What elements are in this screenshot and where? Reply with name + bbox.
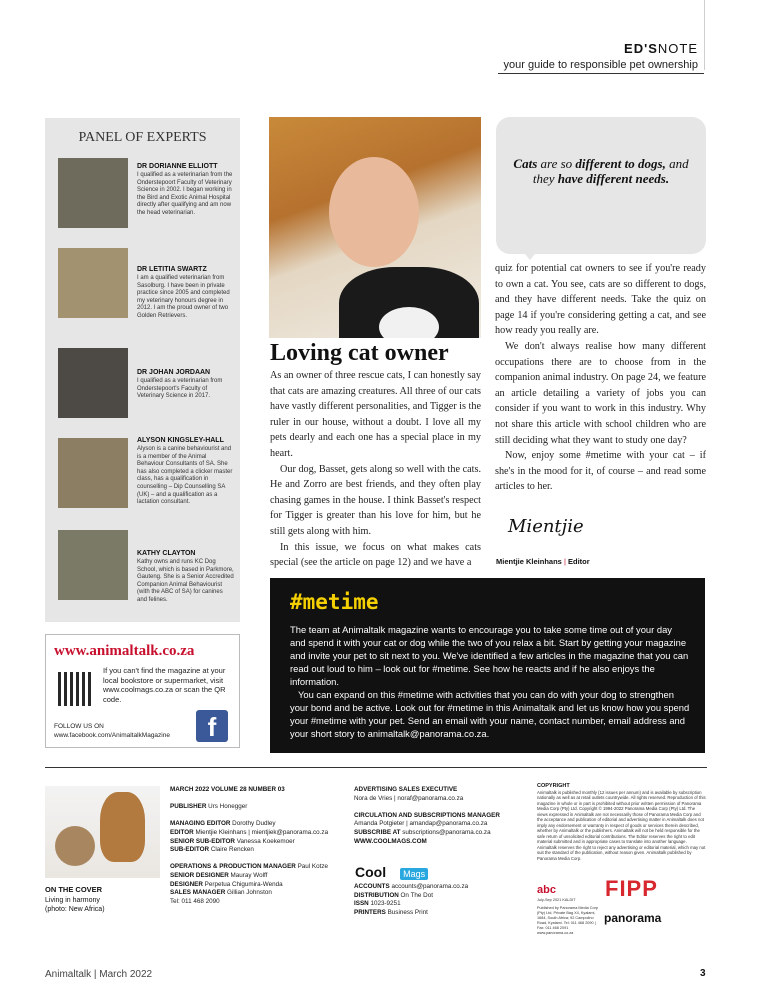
page-number: 3 xyxy=(700,968,706,979)
masthead-column-2: ADVERTISING SALES EXECUTIVE Nora de Vries | noraf@panorama.co.za CIRCULATION AND SUBSCRIPTIONS MANAGER Amanda Potgieter | amandap@panorama.co.za SUBSCRIBE AT subscriptions@panorama.co.za WWW.COOLMAGS.COM xyxy=(354,786,500,845)
copyright-block: COPYRIGHT Animaltalk is published monthly (12 issues per annum) and is available by subscription nationally as well as at retail outlets countrywide. All rights reserved. Reproduction of this magazine in whole or in part is prohibited without prior written permission of Panorama Media Corp (Pty) Ltd. Copyright © 1994-2022 Panorama Media Corp (Pty) Ltd. The views expressed in Animaltalk are not necessarily those of Panorama Media Corp and the acceptance and publication of editorial and advertising matter in Animaltalk does not imply any endorsement or warranty in respect of goods or services therein described, whether by Animaltalk or the publishers. Animaltalk will not be held responsible for the safe return of unsolicited editorial contributions. The Editor reserves the right to edit material submitted and in appropriate cases to translate into another language. Animaltalk reserves the right to reject any advertising or editorial material, which may not suit the standard of the publication, without reason given. Animaltalk published by Panorama Media Corp. xyxy=(537,783,706,861)
expert-bio: I qualified as a veterinarian from Onderstepoort's Faculty of Veterinary Science in 2017. xyxy=(137,378,223,400)
section-tagline: your guide to responsible pet ownership xyxy=(503,59,698,71)
expert-name: ALYSON KINGSLEY-HALL xyxy=(137,437,224,444)
expert-name: KATHY CLAYTON xyxy=(137,550,196,557)
panorama-logo: panorama xyxy=(604,911,662,925)
footer-rule xyxy=(45,767,707,768)
panel-title: PANEL OF EXPERTS xyxy=(78,130,207,145)
expert-bio: I qualified as a veterinarian from the Onderstepoort Faculty of Veterinary Science in 2002. I began working in the Bird and Exotic Animal Hospital directly after qualifying and am now the head veterinarian. xyxy=(137,172,233,216)
editor-signature: Mientjie xyxy=(508,516,584,537)
bubble-tail xyxy=(520,248,540,260)
paragraph: We don't always realise how many different occupations there are to choose from in the companion animal industry. On page 24, we feature an article detailing a variety of jobs you can consider if you want to work in this industry. Why not share this article with school children who are still deciding what they want to study one day? xyxy=(495,340,706,446)
page-footer: Animaltalk | March 2022 xyxy=(45,969,153,980)
paragraph: You can expand on this #metime with activities that you can do with your dog to strengthen your bond and be active. Look out for #metime in this Animaltalk and let us know how you spend your #metime with your pet. Send an email with your name, contact number, email address and your short story to animaltalk@panorama.co.za. xyxy=(290,689,690,739)
editor-photo xyxy=(269,117,481,338)
expert-bio: Kathy owns and runs KC Dog School, which is based in Parkmore, Gauteng. She is a Senior Accredited Companion Animal Behaviourist (with the ABC of SA) for canines and felines. xyxy=(137,559,234,603)
expert-photo xyxy=(58,348,128,418)
article-column-left xyxy=(270,368,481,571)
article-column-right xyxy=(495,261,706,495)
expert-bio: I am a qualified veterinarian from Sasolburg. I have been in private practice since 2005 and completed my veterinary honours degree in 2012. I am the proud owner of two Golden Retrievers. xyxy=(137,275,230,319)
expert-name: DR LETITIA SWARTZ xyxy=(137,266,207,273)
expert-photo xyxy=(58,438,128,508)
follow-label: FOLLOW US ON xyxy=(54,723,104,730)
paragraph: As an owner of three rescue cats, I can honestly say that cats are amazing creatures. All three of our cats have vastly different personalities, and Tigger is the ruler in our house, without a doubt. I love all my pets dearly and each one has a special place in my heart. xyxy=(270,370,482,459)
corner-line xyxy=(704,0,705,70)
article-heading: Loving cat owner xyxy=(270,340,449,366)
paragraph: In this issue, we focus on what makes cats special (see the article on page 12) and we have a xyxy=(270,541,481,569)
coolmags-logo: Cool Mags xyxy=(355,864,475,878)
publisher-address: Published by Panorama Media Corp (Pty) Ltd, Private Bag X4, Kyalami, 1684, South Africa; 92 Campolino Road, Kyalami. Tel: 011 468 2090 | Fax: 011 468 2091 www.panorama.co.za xyxy=(537,906,598,935)
expert-photo xyxy=(58,158,128,228)
website-link[interactable]: www.animaltalk.co.za xyxy=(54,643,195,659)
cover-image xyxy=(45,786,160,878)
qr-code-icon[interactable] xyxy=(58,672,92,706)
paragraph: The team at Animaltalk magazine wants to encourage you to take some time out of your day and spend it with your cat or dog while the two of you relax a bit. Start by getting your magazine and invite your pet to sit next to you. We've identified a few articles in the magazine that you can read out loud to him – look out for #metime. See how he reacts and if he also enjoys the information. xyxy=(290,624,689,687)
editor-credit: Mientjie Kleinhans | Editor xyxy=(496,557,590,566)
expert-name: DR DORIANNE ELLIOTT xyxy=(137,163,218,170)
expert-name: DR JOHAN JORDAAN xyxy=(137,369,211,376)
facebook-link[interactable]: www.facebook.com/AnimaltalkMagazine xyxy=(54,732,170,739)
facebook-icon[interactable]: f xyxy=(196,710,228,742)
paragraph: quiz for potential cat owners to see if you're ready to own a cat. You see, cats are so different to dogs, and they have different needs. Take the quiz on page 14 if you're considering getting a cat, and see how ready you really are. xyxy=(495,263,706,337)
expert-photo xyxy=(58,248,128,318)
paragraph: Now, enjoy some #metime with your cat – if she's in the mood for it, of course – and read some articles to her. xyxy=(495,450,706,493)
paragraph: Our dog, Basset, gets along so well with the cats. He and Zorro are best friends, and they often play chasing games in the house. I think Basset's respect for Tigger is greater than his love for him, but he still gets along with him. xyxy=(270,463,481,537)
masthead-column-1: MARCH 2022 VOLUME 28 NUMBER 03 PUBLISHER Urs Honegger MANAGING EDITOR Dorothy Dudley EDITOR Mientjie Kleinhans | mientjiek@panorama.co.za SENIOR SUB-EDITOR Vanessa Koekemoer SUB-EDITOR Claire Rencken OPERATIONS & PRODUCTION MANAGER Paul Kotze SENIOR DESIGNER Mauray Wolff DESIGNER Perpetua Chigumira-Wenda SALES MANAGER Gillian Johnston Tel: 011 468 2090 xyxy=(170,786,329,905)
metime-heading: #metime xyxy=(290,590,379,614)
qr-text: If you can't find the magazine at your local bookstore or supermarket, visit www.coolmags.co.za or scan the QR code. xyxy=(103,666,226,704)
cover-caption: ON THE COVER Living in harmony (photo: New Africa) xyxy=(45,885,105,913)
editor-face xyxy=(329,157,419,267)
expert-bio: Alyson is a canine behaviourist and is a member of the Animal Behaviour Consultants of SA. She has also completed a clicker master class, has a qualification in counselling – Dip Counselling SA (UK) – and a qualification as a lactation consultant. xyxy=(137,446,233,506)
expert-photo xyxy=(58,530,128,600)
abc-logo: abc July-Sep 2021 KALDIT xyxy=(537,884,576,902)
section-title: ED'SNOTE xyxy=(624,41,698,56)
metime-text xyxy=(290,623,690,740)
header-rule xyxy=(498,73,704,74)
dog-shape xyxy=(100,792,145,862)
pull-quote: Cats are so different to dogs, and they have different needs. xyxy=(513,156,689,186)
kitten-shape xyxy=(55,826,95,866)
fipp-logo: FIPP xyxy=(605,876,658,901)
masthead-column-2b: ACCOUNTS accounts@panorama.co.za DISTRIBUTION On The Dot ISSN 1023-9251 PRINTERS Business Print xyxy=(354,883,469,916)
follow-us xyxy=(54,722,170,740)
